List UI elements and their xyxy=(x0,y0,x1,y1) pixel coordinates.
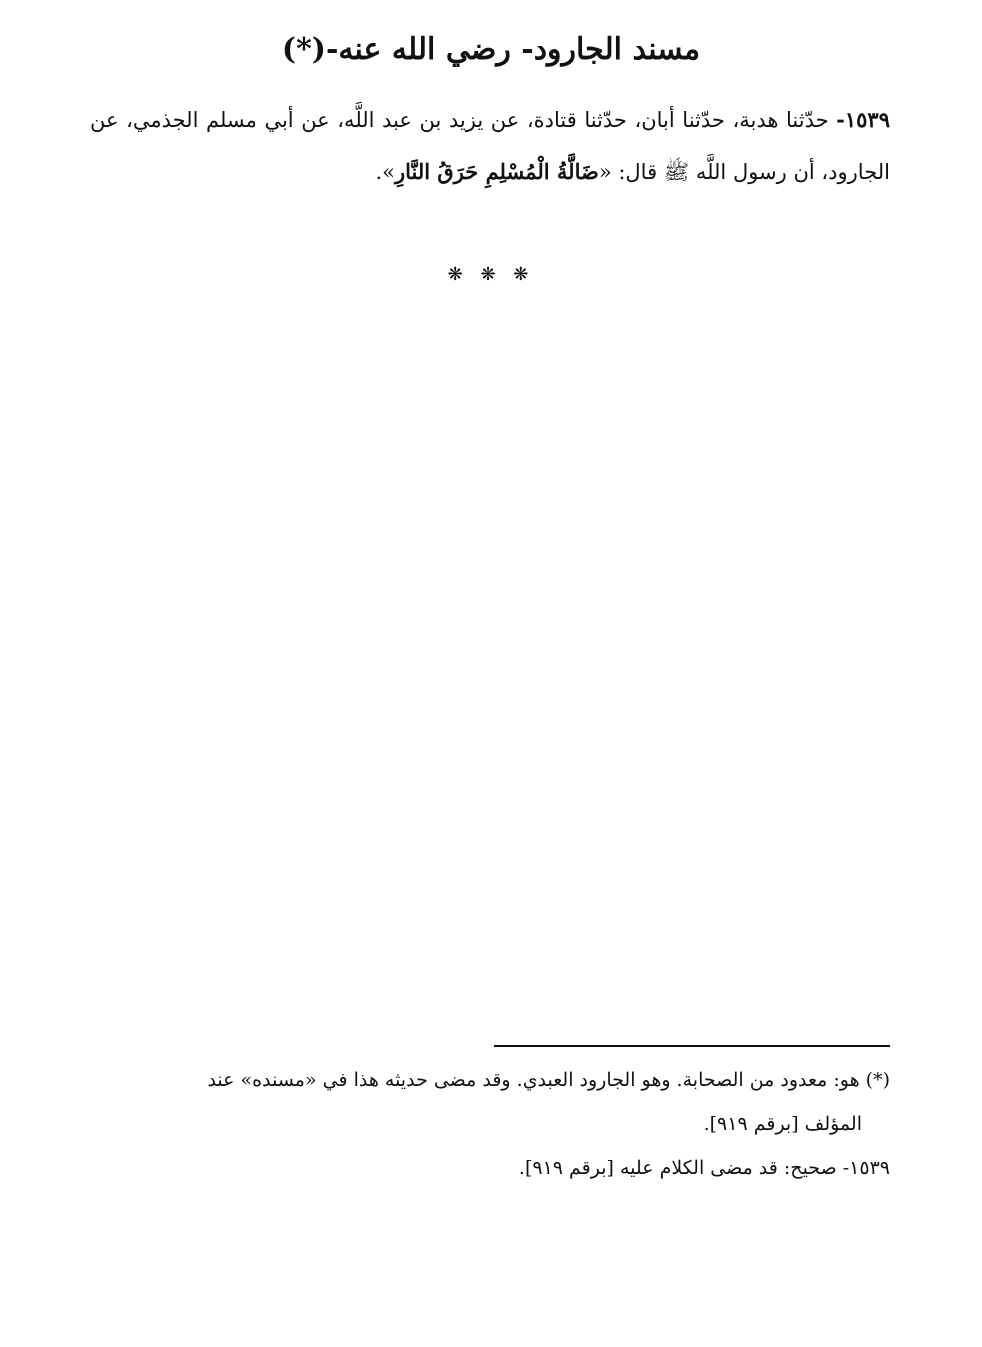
footnote-divider xyxy=(494,1045,890,1047)
section-title: مسند الجارود- رضي الله عنه-(*) xyxy=(281,32,701,67)
footnotes xyxy=(90,1058,890,1190)
hadith-number: ١٥٣٩- xyxy=(836,107,890,132)
footnote-first xyxy=(90,1058,890,1102)
hadith-paragraph xyxy=(90,94,890,198)
footnote-first-tail: المؤلف [برقم ٩١٩]. xyxy=(703,1113,862,1135)
footnote-first-line: (*) هو: معدود من الصحابة. وهو الجارود العبدي. وقد مضى حديثه هذا في «مسنده» عند xyxy=(207,1069,890,1091)
hadith-ending: ». xyxy=(375,160,395,184)
hadith-quote: ضَالَّةُ الْمُسْلِمِ حَرَقُ النَّارِ xyxy=(394,159,599,184)
separator-stars: ❋ ❋ ❋ xyxy=(447,264,535,285)
footnote-second: ١٥٣٩- صحيح: قد مضى الكلام عليه [برقم ٩١٩]. xyxy=(518,1157,890,1179)
hadith-chain: حدّثنا هدبة، حدّثنا أبان، حدّثنا قتادة، عن يزيد بن عبد اللَّه، عن أبي مسلم الجذمي، عن الجارود، أن رسول اللَّه ﷺ قال: « xyxy=(90,108,890,184)
